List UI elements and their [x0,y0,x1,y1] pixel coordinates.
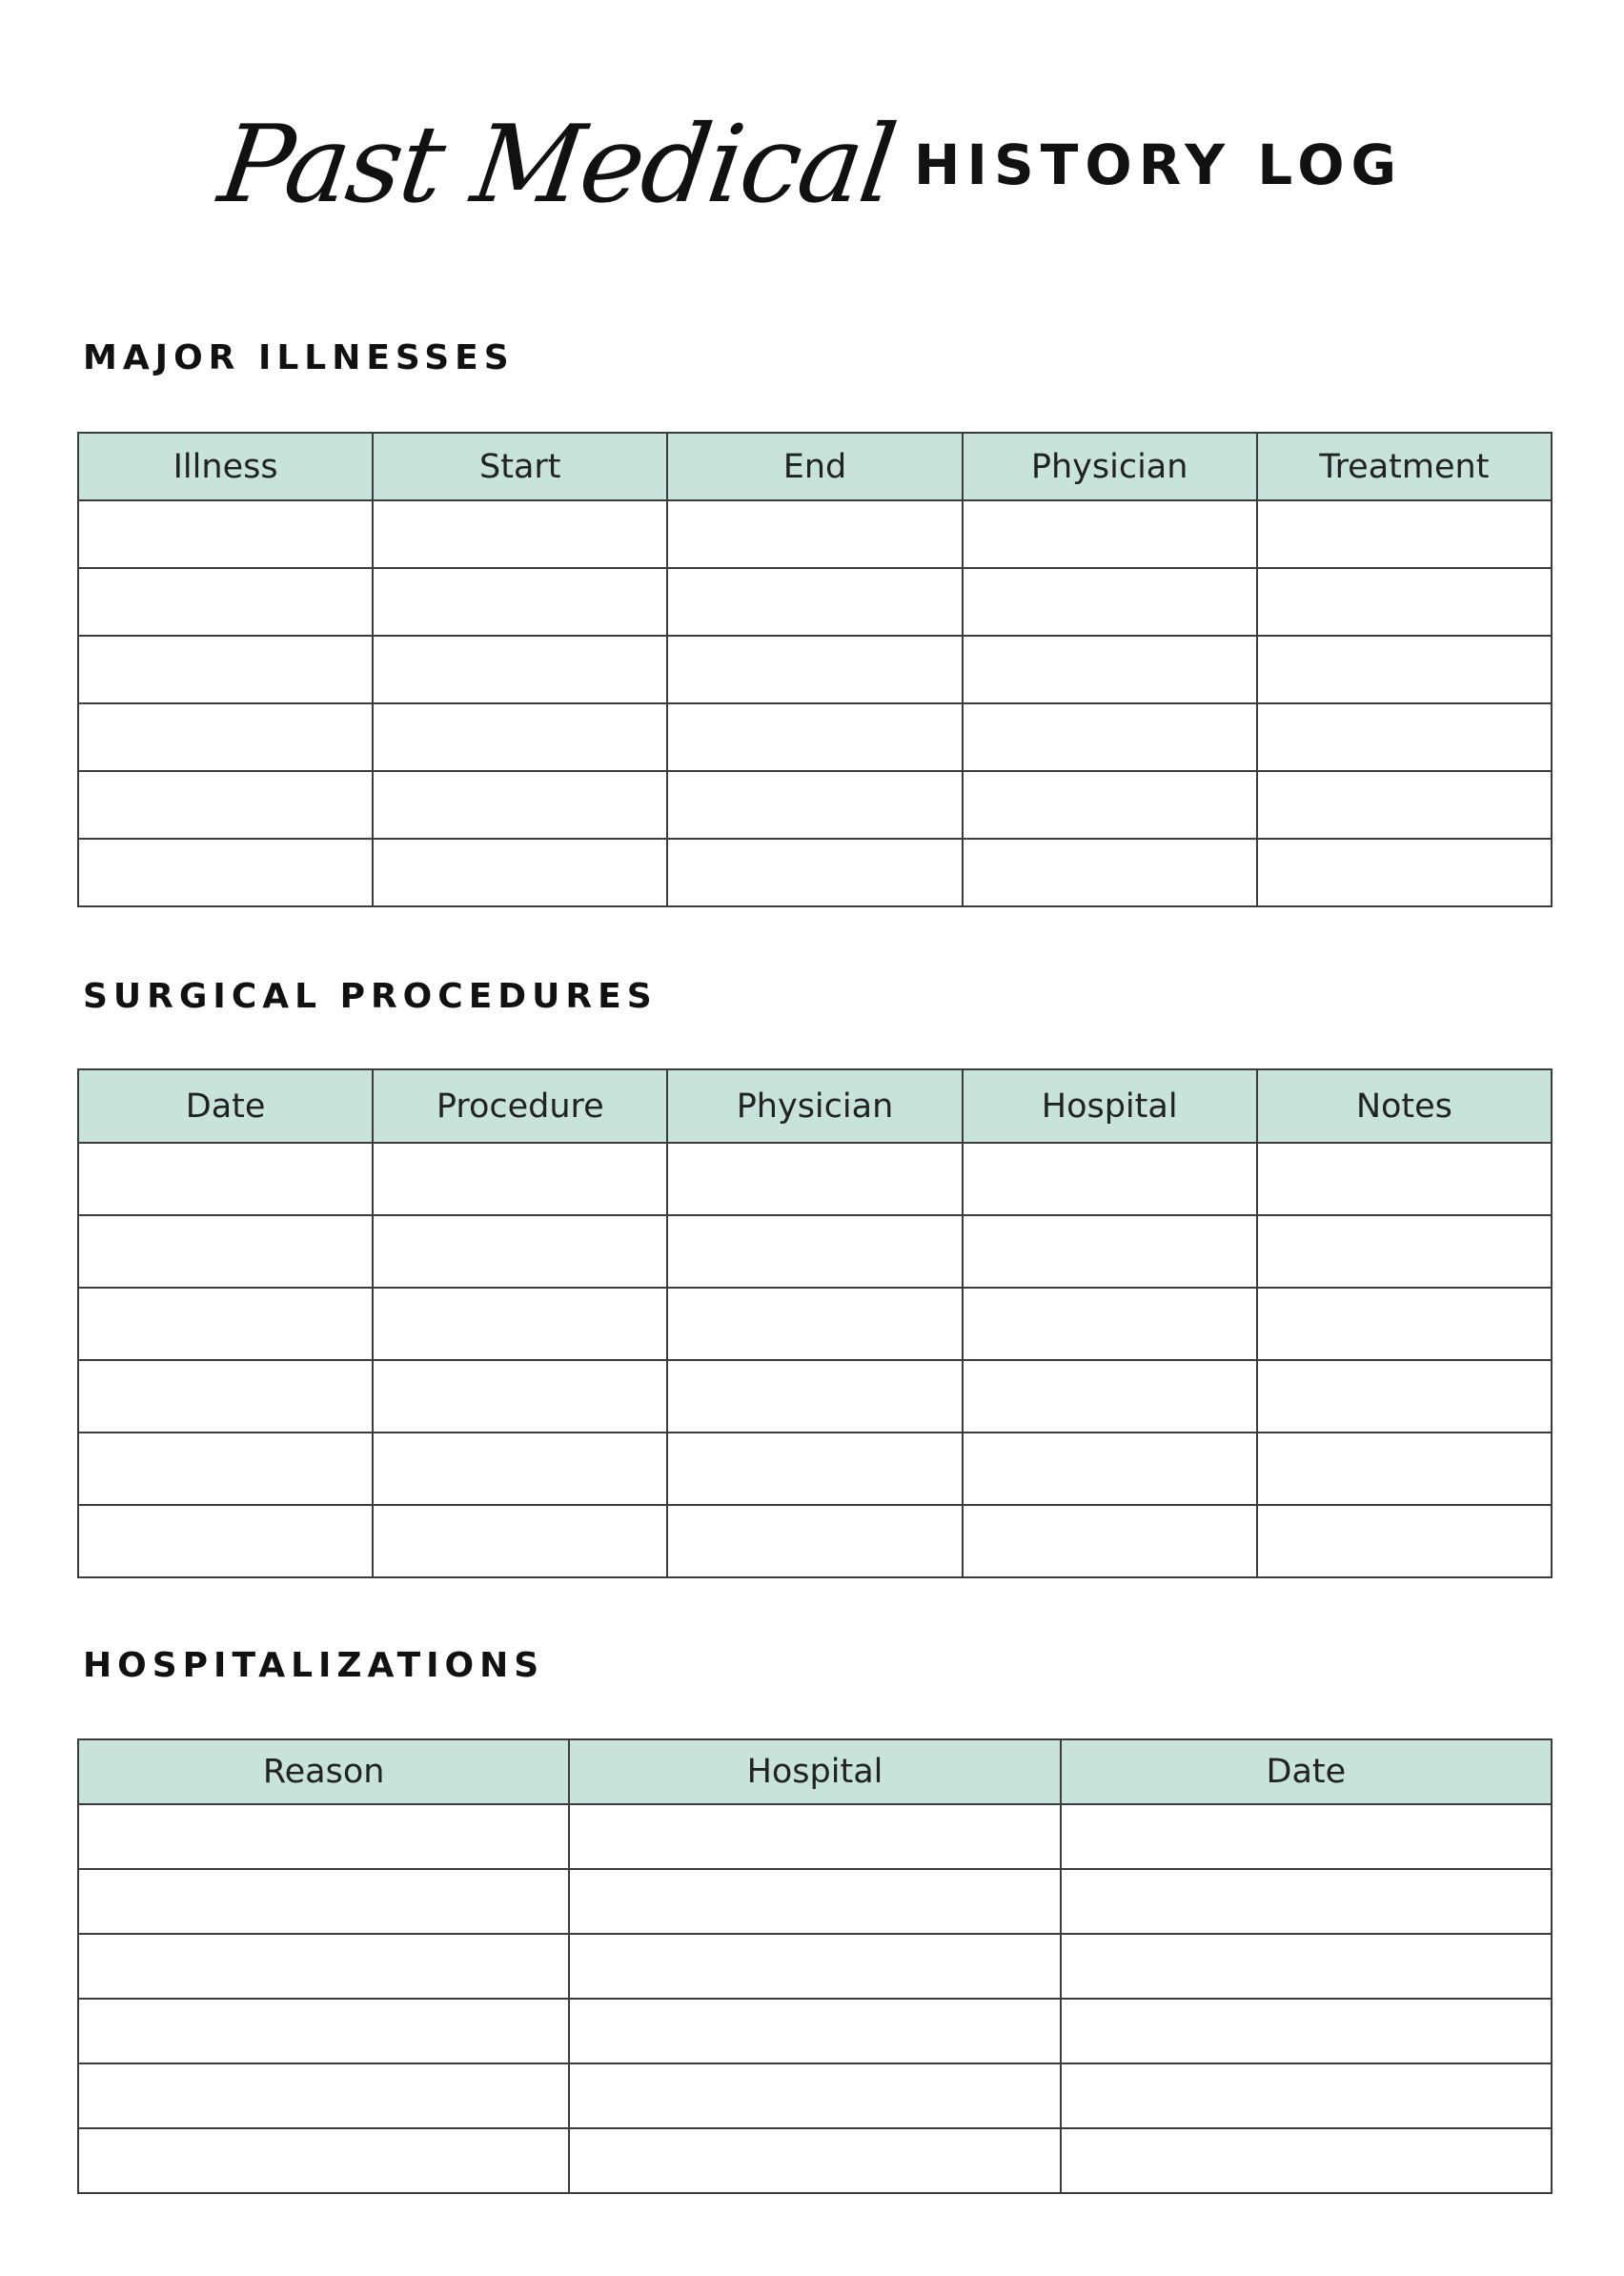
table-row [78,1288,1552,1360]
table-header-row [78,1069,1552,1143]
table-cell[interactable] [373,1215,667,1288]
table-cell[interactable] [78,568,373,636]
table-cell[interactable] [1257,1433,1552,1505]
table-row [78,1999,1552,2063]
table-cell[interactable] [78,771,373,839]
major-illnesses-table [77,432,1553,907]
column-header-procedure: Procedure [373,1069,667,1143]
table-cell[interactable] [1257,1505,1552,1577]
section-heading-surgical-procedures: SURGICAL PROCEDURES [83,977,658,1016]
table-row [78,839,1552,906]
table-cell[interactable] [78,1804,569,1869]
table-cell[interactable] [667,1433,962,1505]
table-row [78,568,1552,636]
table-row [78,2128,1552,2193]
table-cell[interactable] [1257,1360,1552,1433]
table-cell[interactable] [78,1934,569,1999]
table-cell[interactable] [667,1215,962,1288]
column-header-treatment: Treatment [1257,433,1552,500]
table-cell[interactable] [78,839,373,906]
table-cell[interactable] [963,636,1257,703]
table-cell[interactable] [1257,1143,1552,1215]
table-cell[interactable] [963,1143,1257,1215]
section-heading-hospitalizations: HOSPITALIZATIONS [83,1646,545,1685]
column-header-date: Date [78,1069,373,1143]
column-header-illness: Illness [78,433,373,500]
table-row [78,636,1552,703]
table-row [78,1143,1552,1215]
table-cell[interactable] [373,1288,667,1360]
table-cell[interactable] [667,568,962,636]
page-title-script: Past Medical [212,103,902,227]
table-cell[interactable] [373,1433,667,1505]
table-cell[interactable] [78,1869,569,1934]
table-cell[interactable] [78,1505,373,1577]
table-cell[interactable] [1061,1869,1552,1934]
column-header-hospital: Hospital [963,1069,1257,1143]
table-cell[interactable] [78,636,373,703]
table-cell[interactable] [78,500,373,568]
table-cell[interactable] [1257,568,1552,636]
table-cell[interactable] [667,1288,962,1360]
table-cell[interactable] [373,703,667,771]
table-cell[interactable] [78,2128,569,2193]
table-cell[interactable] [78,1433,373,1505]
table-cell[interactable] [1257,703,1552,771]
table-cell[interactable] [569,1999,1060,2063]
table-cell[interactable] [78,1288,373,1360]
table-cell[interactable] [963,703,1257,771]
table-cell[interactable] [373,568,667,636]
table-cell[interactable] [1061,2063,1552,2128]
table-cell[interactable] [667,500,962,568]
table-cell[interactable] [1257,1288,1552,1360]
table-cell[interactable] [667,1360,962,1433]
table-cell[interactable] [963,1505,1257,1577]
table-cell[interactable] [78,2063,569,2128]
page-title [0,103,1624,246]
table-cell[interactable] [667,636,962,703]
table-row [78,771,1552,839]
table-row [78,1934,1552,1999]
table-header-row [78,1739,1552,1804]
table-cell[interactable] [963,1433,1257,1505]
table-row [78,703,1552,771]
table-cell[interactable] [963,1288,1257,1360]
table-cell[interactable] [963,1215,1257,1288]
table-cell[interactable] [963,839,1257,906]
table-cell[interactable] [1257,500,1552,568]
table-cell[interactable] [373,839,667,906]
table-cell[interactable] [78,1215,373,1288]
table-cell[interactable] [1061,1804,1552,1869]
column-header-physician: Physician [667,1069,962,1143]
table-cell[interactable] [569,1934,1060,1999]
table-cell[interactable] [373,771,667,839]
column-header-notes: Notes [1257,1069,1552,1143]
table-row [78,500,1552,568]
table-cell[interactable] [1061,2128,1552,2193]
table-row [78,1215,1552,1288]
surgical-procedures-table [77,1068,1553,1578]
table-cell[interactable] [963,771,1257,839]
hospitalizations-table [77,1738,1553,2194]
table-cell[interactable] [373,1143,667,1215]
table-cell[interactable] [1061,1934,1552,1999]
table-cell[interactable] [373,1505,667,1577]
table-cell[interactable] [569,1869,1060,1934]
column-header-date: Date [1061,1739,1552,1804]
column-header-reason: Reason [78,1739,569,1804]
table-cell[interactable] [78,703,373,771]
column-header-end: End [667,433,962,500]
column-header-hospital: Hospital [569,1739,1060,1804]
table-cell[interactable] [78,1360,373,1433]
table-cell[interactable] [1257,839,1552,906]
table-row [78,1360,1552,1433]
table-row [78,2063,1552,2128]
table-cell[interactable] [78,1143,373,1215]
table-row [78,1433,1552,1505]
table-cell[interactable] [963,568,1257,636]
table-cell[interactable] [963,1360,1257,1433]
table-cell[interactable] [963,500,1257,568]
column-header-start: Start [373,433,667,500]
table-cell[interactable] [1257,636,1552,703]
table-header-row [78,433,1552,500]
table-cell[interactable] [373,636,667,703]
table-cell[interactable] [373,500,667,568]
table-cell[interactable] [667,771,962,839]
table-row [78,1804,1552,1869]
table-cell[interactable] [667,1143,962,1215]
table-cell[interactable] [373,1360,667,1433]
table-cell[interactable] [78,1999,569,2063]
page-title-caps: HISTORY LOG [913,132,1404,197]
table-cell[interactable] [569,2128,1060,2193]
table-cell[interactable] [667,703,962,771]
section-heading-major-illnesses: MAJOR ILLNESSES [83,338,515,377]
table-cell[interactable] [1257,771,1552,839]
table-row [78,1505,1552,1577]
table-cell[interactable] [1257,1215,1552,1288]
table-cell[interactable] [569,2063,1060,2128]
table-cell[interactable] [667,839,962,906]
table-cell[interactable] [569,1804,1060,1869]
column-header-physician: Physician [963,433,1257,500]
table-cell[interactable] [667,1505,962,1577]
table-row [78,1869,1552,1934]
table-cell[interactable] [1061,1999,1552,2063]
